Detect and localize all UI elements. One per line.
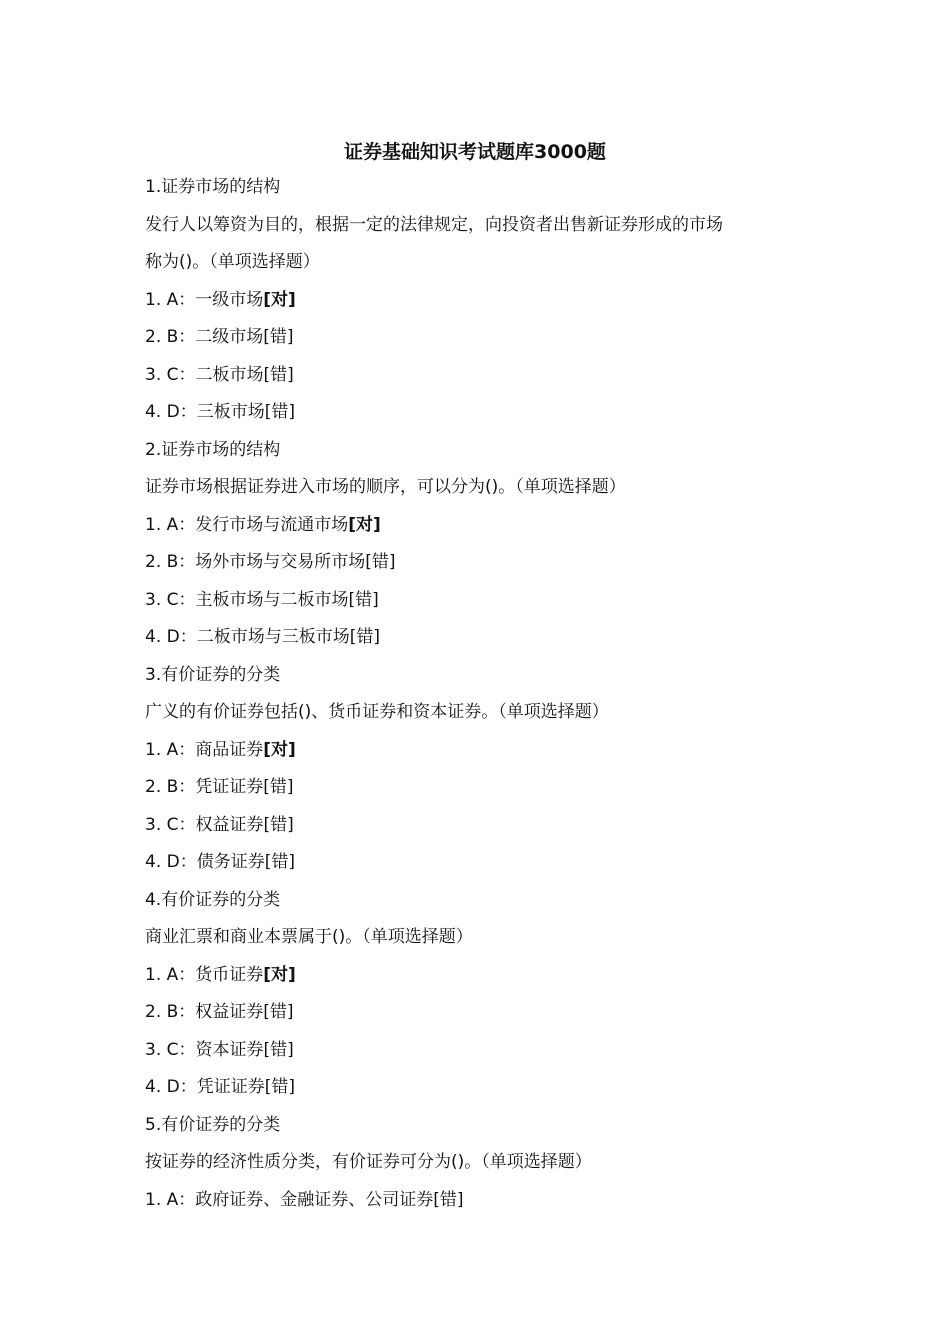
text-line [145, 473, 845, 511]
text-line [145, 398, 845, 436]
text-line [145, 848, 845, 886]
text-line [145, 1148, 845, 1186]
text-line [145, 286, 845, 324]
text-line [145, 361, 845, 399]
line-text: 商业汇票和商业本票属于()。（单项选择题） [145, 927, 473, 947]
text-line [145, 323, 845, 361]
line-text: 1. A：一级市场 [145, 289, 264, 310]
question-list [145, 173, 845, 1223]
text-line [145, 548, 845, 586]
line-text: 1. A：货币证券 [145, 964, 264, 985]
text-line [145, 961, 845, 999]
text-line [145, 773, 845, 811]
text-line [145, 623, 845, 661]
text-line [145, 511, 845, 549]
text-line [145, 1186, 845, 1224]
line-text: 证券市场根据证券进入市场的顺序，可以分为()。（单项选择题） [145, 477, 626, 497]
text-line [145, 1111, 845, 1149]
line-text: 5.有价证券的分类 [145, 1114, 281, 1135]
text-line [145, 886, 845, 924]
line-text: 4. D：二板市场与三板市场[错] [145, 627, 380, 647]
correct-mark: [对] [263, 739, 296, 760]
line-text: 1. A：发行市场与流通市场 [145, 514, 349, 535]
text-line [145, 698, 845, 736]
text-line [145, 436, 845, 474]
line-text: 1. A：商品证券 [145, 739, 264, 760]
correct-mark: [对] [348, 514, 381, 535]
line-text: 2. B：权益证券[错] [145, 1002, 294, 1022]
correct-mark: [对] [263, 289, 296, 310]
line-text: 3.有价证券的分类 [145, 664, 281, 685]
line-text: 按证券的经济性质分类，有价证券可分为()。（单项选择题） [145, 1152, 592, 1172]
line-text: 1. A：政府证券、金融证券、公司证券[错] [145, 1189, 464, 1210]
text-line [145, 173, 845, 211]
line-text: 3. C：权益证券[错] [145, 814, 294, 835]
line-text: 4. D：债务证券[错] [145, 852, 295, 872]
line-text: 3. C：资本证券[错] [145, 1039, 294, 1060]
text-line [145, 661, 845, 699]
text-line [145, 586, 845, 624]
correct-mark: [对] [263, 964, 296, 985]
text-line [145, 211, 845, 249]
text-line [145, 923, 845, 961]
line-text: 4.有价证券的分类 [145, 889, 281, 910]
line-text: 3. C：主板市场与二板市场[错] [145, 589, 379, 610]
text-line [145, 736, 845, 774]
line-text: 4. D：三板市场[错] [145, 402, 295, 422]
line-text: 2. B：凭证证券[错] [145, 777, 294, 797]
text-line [145, 1073, 845, 1111]
text-line [145, 811, 845, 849]
line-text: 1.证券市场的结构 [145, 177, 281, 197]
line-text: 2.证券市场的结构 [145, 439, 281, 460]
text-line [145, 248, 845, 286]
text-line [145, 998, 845, 1036]
document-title: 证券基础知识考试题库3000题 [344, 141, 606, 163]
text-line [145, 1036, 845, 1074]
line-text: 2. B：二级市场[错] [145, 327, 294, 347]
line-text: 4. D：凭证证券[错] [145, 1077, 295, 1097]
line-text: 广义的有价证券包括()、货币证券和资本证券。（单项选择题） [145, 702, 609, 722]
line-text: 2. B：场外市场与交易所市场[错] [145, 552, 396, 572]
line-text: 称为()。（单项选择题） [145, 252, 320, 272]
line-text: 发行人以筹资为目的，根据一定的法律规定，向投资者出售新证券形成的市场 [145, 214, 723, 235]
line-text: 3. C：二板市场[错] [145, 364, 294, 385]
